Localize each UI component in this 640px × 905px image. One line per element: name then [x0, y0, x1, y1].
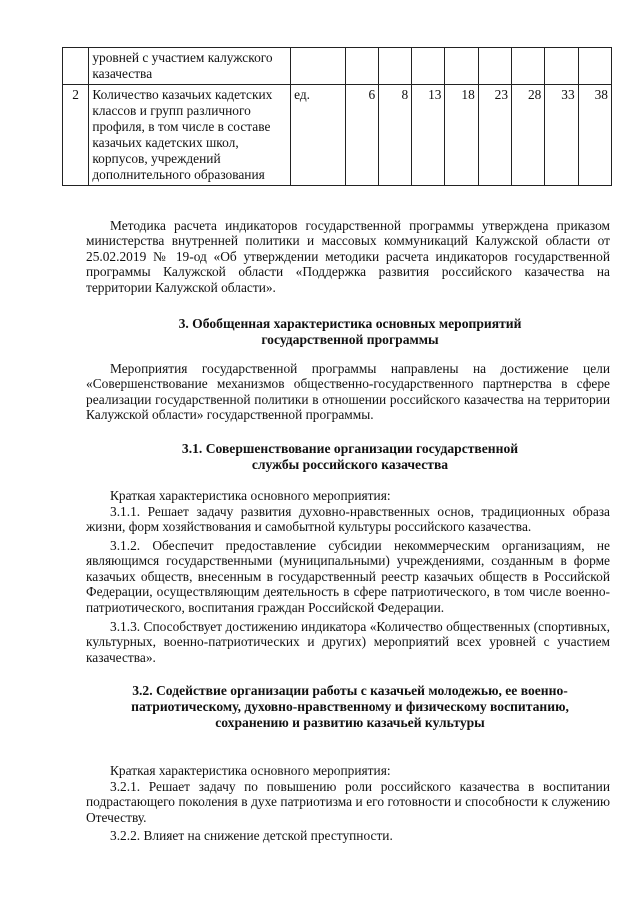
value-cell	[379, 48, 412, 85]
row-number: 2	[63, 85, 89, 186]
row-number	[63, 48, 89, 85]
methodology-paragraph: Методика расчета индикаторов государственной программы утверждена приказом министерства внутренней политики и массовых коммуникаций Калужской области от 25.02.2019 № 19-од «Об утверждении методики расчета индикаторов государственной программы Калужской области «Поддержка развития российского казачества на территории Калужской области».	[86, 218, 610, 295]
value-cell	[545, 48, 578, 85]
value-cell	[512, 48, 545, 85]
section-3-1-3: 3.1.3. Способствует достижению индикатора «Количество общественных (спортивных, культурных, военно-патриотических и других) мероприятий всех уровней с участием казачества».	[86, 619, 610, 665]
section-3-2-1: 3.2.1. Решает задачу по повышению роли российского казачества в воспитании подрастающего поколения в духе патриотизма и его готовности и способности к служению Отечеству.	[86, 779, 610, 825]
value-cell: 6	[346, 85, 379, 186]
value-cell	[578, 48, 611, 85]
section-3-1-2: 3.1.2. Обеспечит предоставление субсидии некоммерческим организациям, не являющимся государственными (муниципальными) учреждениями, созданным в форме казачьих обществ, внесенным в государственный реестр казачьих обществ в Российской Федерации, осуществляющим деятельность в сфере патриотического, в том числе военно-патриотического, воспитания граждан Российской Федерации.	[86, 538, 610, 615]
section-3-heading: 3. Обобщенная характеристика основных мероприятий государственной программы	[178, 316, 522, 347]
section-3-1-1: 3.1.1. Решает задачу развития духовно-нравственных основ, традиционных образа жизни, форм хозяйствования и самобытной культуры российского казачества.	[86, 504, 610, 535]
value-cell: 8	[379, 85, 412, 186]
value-cell	[412, 48, 445, 85]
indicator-name: Количество казачьих кадетских классов и групп различного профиля, в том числе в составе казачьих кадетских школ, корпусов, учреждений дополнительного образования	[89, 85, 291, 186]
section-3-1-heading: 3.1. Совершенствование организации государственной службы российского казачества	[181, 441, 519, 472]
table-row	[63, 85, 612, 186]
section-3-text: Мероприятия государственной программы направлены на достижение цели «Совершенствование механизмов общественно-государственного партнерства в сфере реализации государственной политики в отношении российского казачества на территории Калужской области» государственной программы.	[86, 361, 610, 423]
value-cell: 33	[545, 85, 578, 186]
value-cell	[445, 48, 478, 85]
section-3-1-intro: Краткая характеристика основного мероприятия:	[110, 488, 391, 503]
value-cell: 28	[512, 85, 545, 186]
value-cell: 13	[412, 85, 445, 186]
indicators-table	[62, 47, 612, 186]
value-cell: 38	[578, 85, 611, 186]
unit-cell: ед.	[291, 85, 346, 186]
value-cell	[478, 48, 511, 85]
table-row	[63, 48, 612, 85]
indicator-name: уровней с участием калужского казачества	[89, 48, 291, 85]
section-3-2-heading: 3.2. Содействие организации работы с казачьей молодежью, ее военно-патриотическому, духовно-нравственному и физическому воспитанию, сохранению и развитию казачьей культуры	[131, 683, 569, 730]
value-cell: 23	[478, 85, 511, 186]
value-cell	[346, 48, 379, 85]
section-3-2-2: 3.2.2. Влияет на снижение детской преступности.	[110, 828, 393, 843]
value-cell: 18	[445, 85, 478, 186]
unit-cell	[291, 48, 346, 85]
section-3-2-intro: Краткая характеристика основного мероприятия:	[110, 763, 391, 778]
